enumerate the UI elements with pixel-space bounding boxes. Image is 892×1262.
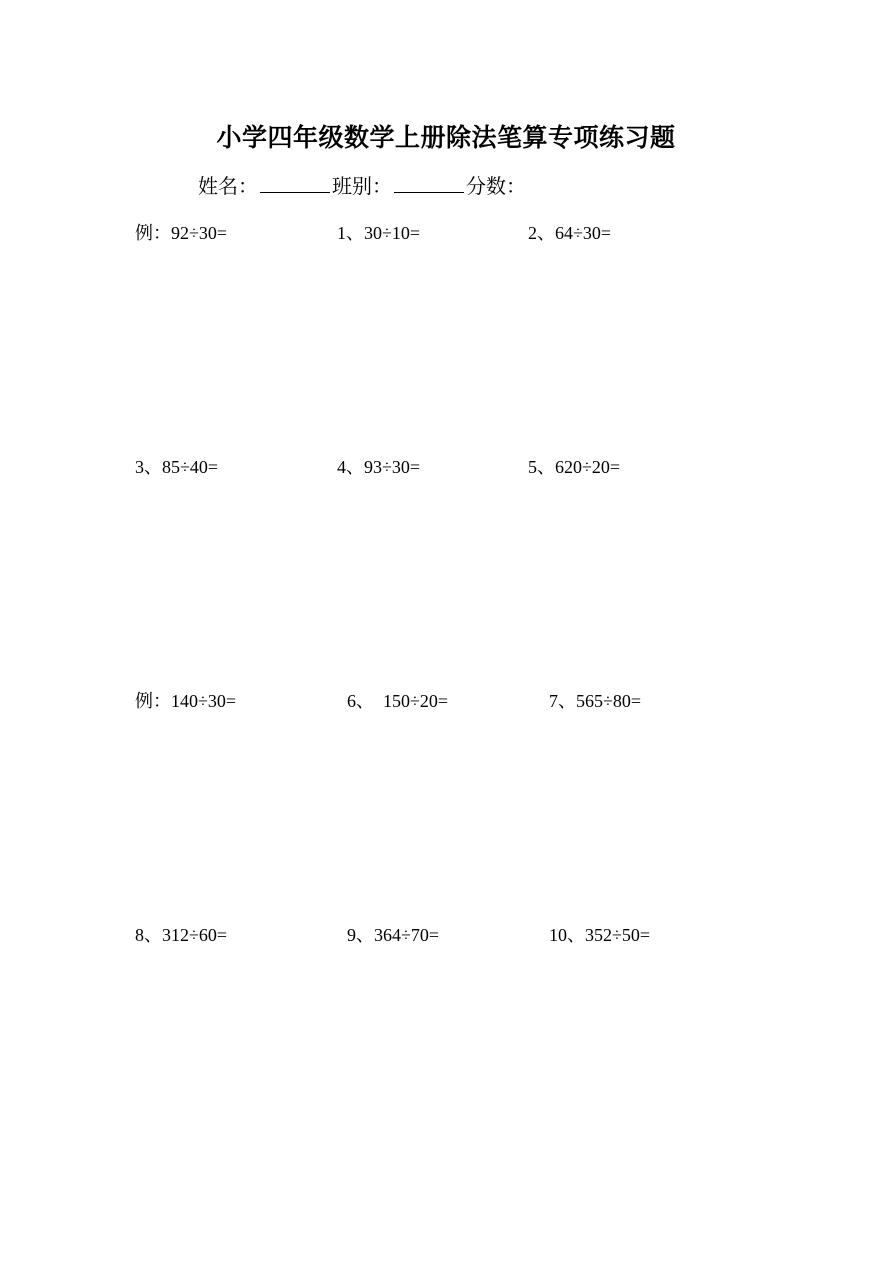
name-blank[interactable] [260,174,330,193]
problem-2: 2、64÷30= [528,223,612,243]
problem-example-2: 例：140÷30= [135,691,237,711]
problem-6: 6、 150÷20= [347,691,449,711]
problem-3: 3、85÷40= [135,457,219,477]
problem-9: 9、364÷70= [347,925,440,945]
problem-5: 5、620÷20= [528,457,621,477]
problem-8: 8、312÷60= [135,925,228,945]
class-blank[interactable] [394,174,464,193]
problem-7: 7、565÷80= [549,691,642,711]
problem-example-1: 例：92÷30= [135,223,228,243]
problem-1: 1、30÷10= [337,223,421,243]
name-label: 姓名： [198,174,258,198]
problem-10: 10、352÷50= [549,925,651,945]
score-label: 分数： [466,174,526,198]
problem-4: 4、93÷30= [337,457,421,477]
worksheet-title: 小学四年级数学上册除法笔算专项练习题 [216,123,676,152]
class-label: 班别： [332,174,392,198]
student-info-line [198,170,526,199]
